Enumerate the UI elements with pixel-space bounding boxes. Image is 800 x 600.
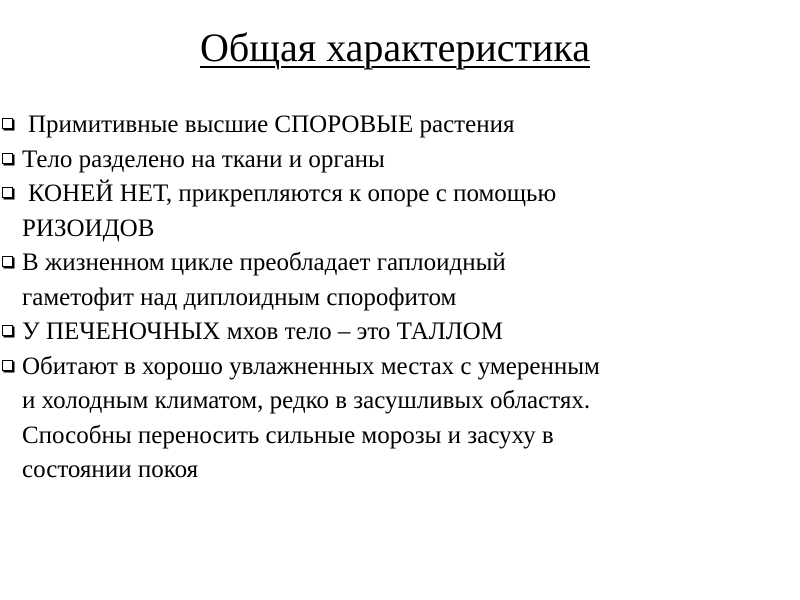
list-item-text: гаметофит над диплоидным спорофитом [22,283,457,311]
checkbox-bullet-icon [2,187,13,198]
list-item [0,315,800,350]
slide-title: Общая характеристика [200,25,590,70]
list-item-text: В жизненном цикле преобладает гаплоидный [22,249,506,276]
list-item [0,246,800,315]
list-item-text: РИЗОИДОВ [22,214,155,242]
list-item [0,177,800,246]
list-item-text: Примитивные высшие СПОРОВЫЕ растения [28,111,515,138]
checkbox-bullet-icon [2,256,13,267]
checkbox-bullet-icon [2,118,13,129]
list-item-text: У ПЕЧЕНОЧНЫХ мхов тело – это ТАЛЛОМ [22,318,503,345]
checkbox-bullet-icon [2,360,13,371]
list-item [0,350,800,488]
list-item-text: Тело разделено на ткани и органы [22,145,385,173]
list-item [0,108,800,143]
list-item-text: Обитают в хорошо увлажненных местах с умеренным [22,352,600,380]
checkbox-bullet-icon [2,325,13,336]
characteristics-list [0,108,800,488]
checkbox-bullet-icon [2,153,13,164]
list-item [0,143,800,178]
list-item-text: КОНЕЙ НЕТ, прикрепляются к опоре с помощью [28,180,557,207]
list-item-text: Способны переносить сильные морозы и засуху в [22,421,554,449]
list-item-text: состоянии покоя [22,456,199,483]
list-item-text: и холодным климатом, редко в засушливых областях. [22,387,591,414]
